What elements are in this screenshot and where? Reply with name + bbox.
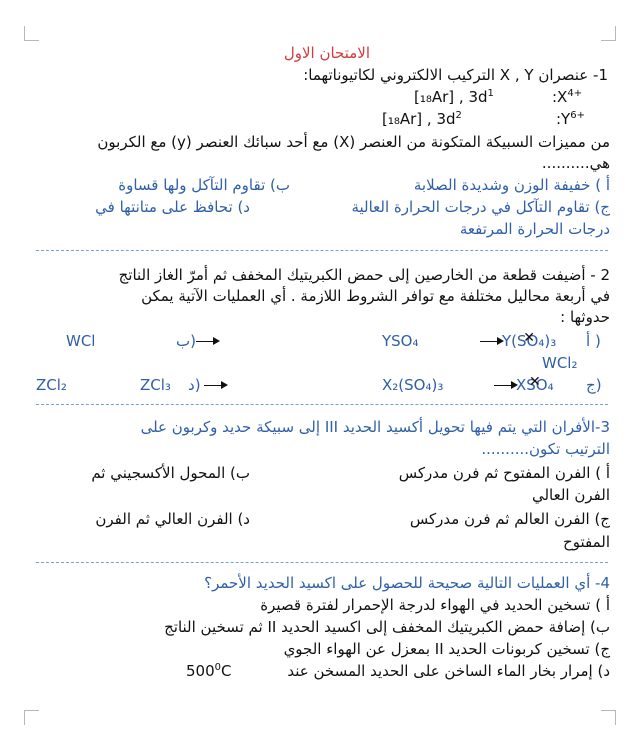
q2-option-c-label: ج) <box>586 376 602 394</box>
q3-line1: 3-الأفران التي يتم فيها تحويل أكسيد الحديد III إلى سبيكة حديد وكربون على <box>140 418 610 436</box>
q1-ion-x-config: [₁₈Ar] , $3d^1$ <box>414 88 494 106</box>
q3-option-c-continued: المفتوح <box>563 533 610 551</box>
q2-option-a-from: Y(SO₄)₃ ✕ <box>480 332 556 350</box>
q2-option-b-to: WCl <box>66 332 96 350</box>
q2-line3: حدوثها : <box>560 308 610 326</box>
q2-line2: في أربعة محاليل مختلفة مع توافر الشروط اللازمة . أي العمليات الآتية يمكن <box>141 287 610 305</box>
q3-line2: الترتيب تكون.......... <box>481 440 610 458</box>
q2-option-a-to: YSO₄ <box>382 332 419 350</box>
q4-option-d: د) إمرار بخار الماء الساخن على الحديد المسخن عند <box>287 662 610 680</box>
q3-option-a: أ ) الفرن المفتوح ثم فرن مدركس <box>398 464 610 482</box>
q3-option-c: ج) الفرن العالم ثم فرن مدركس <box>409 510 610 528</box>
crop-mark-bottom-left <box>24 710 39 725</box>
q1-option-b: ب) تقاوم التآكل ولها قساوة <box>118 176 290 194</box>
q3-option-d: د) الفرن العالي ثم الفرن <box>95 510 250 528</box>
q1-ion-y-config: [₁₈Ar] , $3d^2$ <box>382 110 462 128</box>
q2-option-d-arrow <box>204 376 226 394</box>
arrow-icon <box>196 341 218 342</box>
q4-option-c: ج) تسخين كربونات الحديد II بمعزل عن الهواء الجوي <box>283 640 610 658</box>
q4-stem: 4- أي العمليات التالية صحيحة للحصول على اكسيد الحديد الأحمر؟ <box>204 574 610 592</box>
arrow-icon <box>494 385 516 386</box>
q2-option-c-from: XSO₄ ✕ <box>494 376 554 394</box>
q1-option-a: أ ) خفيفة الوزن وشديدة الصلابة <box>413 176 610 194</box>
q2-option-b-arrow <box>196 332 218 350</box>
q1-option-d: د) تحافظ على متانتها في <box>95 198 250 216</box>
arrow-icon <box>480 341 502 342</box>
separator-3 <box>36 562 608 563</box>
q1-ion-x-label: $:X^{4+}$ <box>552 88 583 106</box>
q2-option-a-label: أ ) <box>586 332 601 350</box>
q4-option-a: أ ) تسخين الحديد في الهواء لدرجة الإحمرار لفترة قصيرة <box>260 596 610 614</box>
separator-2 <box>36 404 608 405</box>
q1-ion-y-label: $:Y^{6+}$ <box>556 110 585 128</box>
q1-question-line2: هي.......... <box>541 154 610 172</box>
arrow-icon <box>204 385 226 386</box>
q1-question-line1: من مميزات السبيكة المتكونة من العنصر (X) مع أحد سبائك العنصر (y) مع الكربون <box>97 133 610 151</box>
separator-1 <box>36 250 608 251</box>
exam-title: الامتحان الاول <box>283 44 370 62</box>
q2-option-d-from: ZCl₃ <box>140 376 171 394</box>
crop-mark-top-right <box>601 26 616 41</box>
q2-option-b-label: ب) <box>176 332 196 350</box>
q1-option-d-continued: درجات الحرارة المرتفعة <box>459 220 610 238</box>
q2-option-c-to: X₂(SO₄)₃ <box>382 376 444 394</box>
crop-mark-top-left <box>24 26 39 41</box>
q3-option-b: ب) المحول الأكسجيني ثم <box>91 464 250 482</box>
q4-temperature: $500^0C$ <box>186 662 232 680</box>
q1-stem: 1- عنصران X , Y التركيب الالكتروني لكاتيوناتهما: <box>303 66 608 84</box>
crop-mark-bottom-right <box>601 710 616 725</box>
q2-option-d-label: د) <box>188 376 201 394</box>
q4-option-b: ب) إضافة حمض الكبريتيك المخفف إلى اكسيد الحديد II ثم تسخين الناتج <box>164 618 610 636</box>
q2-line1: 2 - أضيفت قطعة من الخارصين إلى حمض الكبريتيك المخفف ثم أمرّ الغاز الناتج <box>118 266 610 284</box>
q3-option-b-continued: الفرن العالي <box>531 486 610 504</box>
q2-option-d-to: ZCl₂ <box>36 376 67 394</box>
q1-option-c: ج) تقاوم التآكل في درجات الحرارة العالية <box>351 198 610 216</box>
q2-option-b-from: WCl₂ <box>542 354 578 372</box>
